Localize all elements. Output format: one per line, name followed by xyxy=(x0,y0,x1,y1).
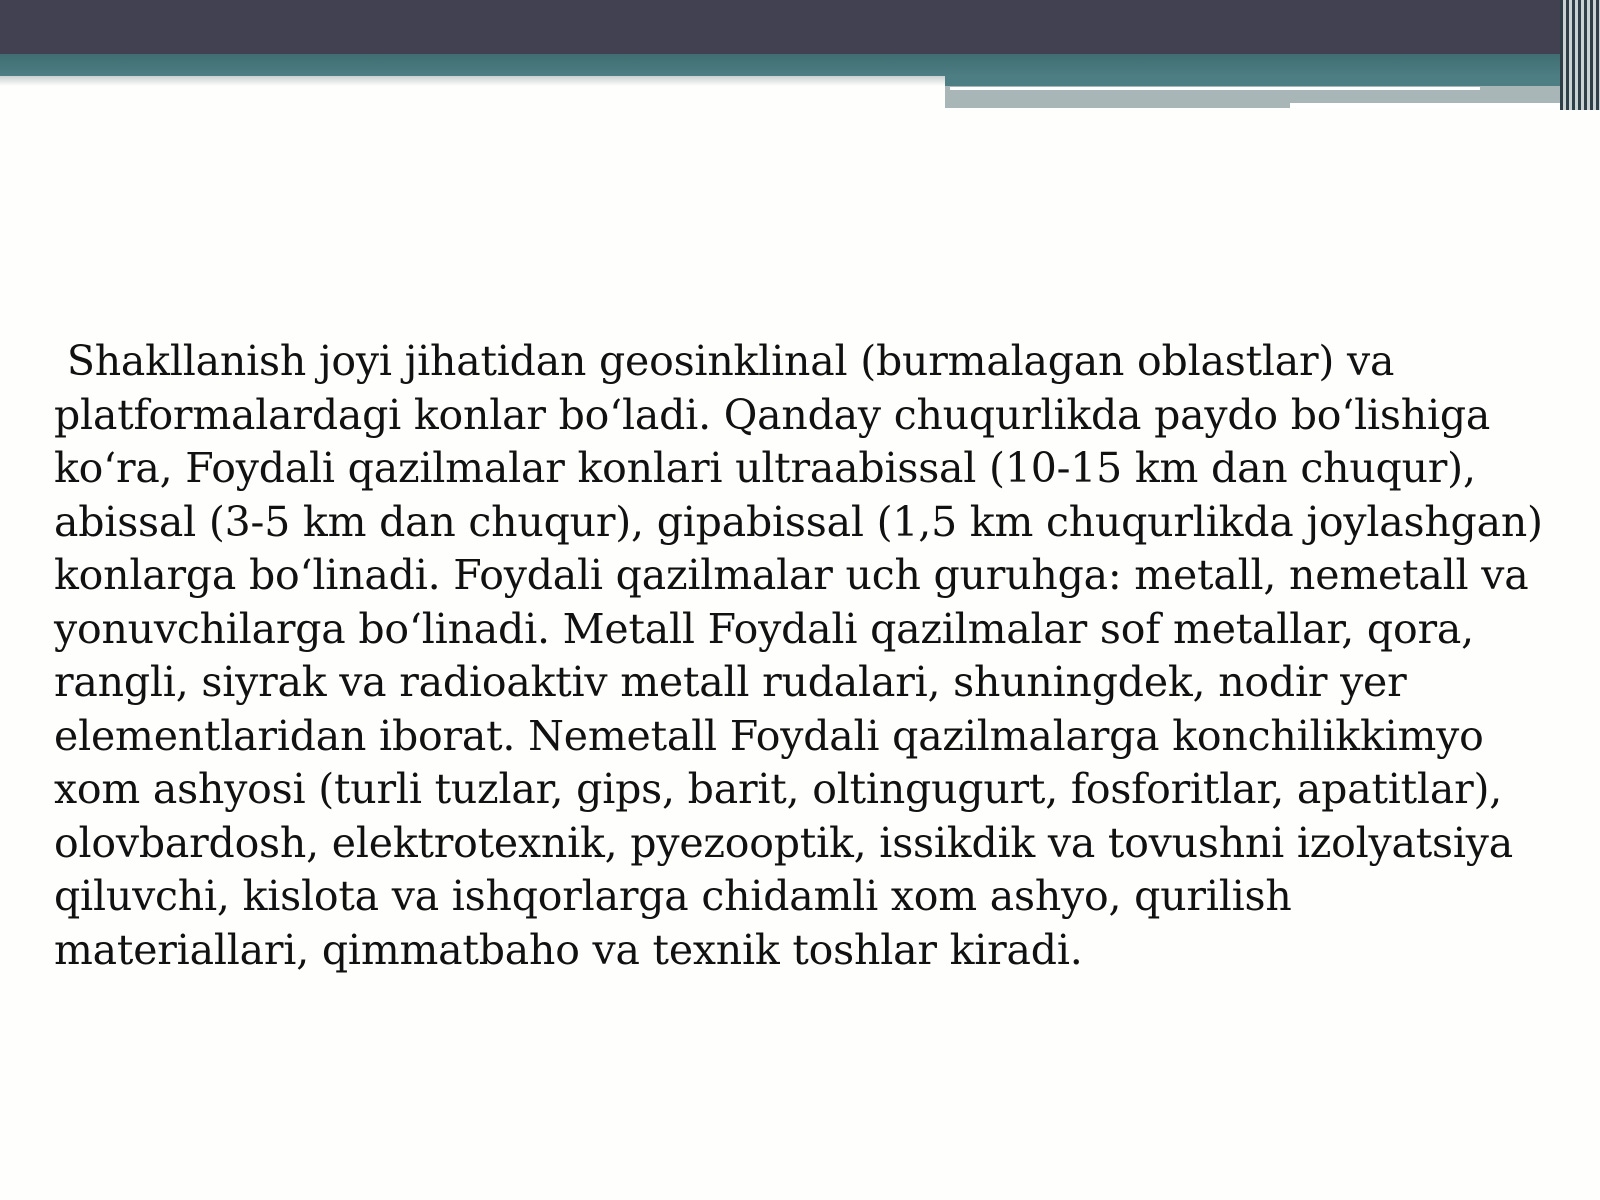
header-accent-line-short xyxy=(1290,103,1570,108)
right-edge-stripes xyxy=(1560,0,1600,110)
header-dark-band xyxy=(0,0,1600,54)
header-shadow xyxy=(0,76,945,86)
header-accent-line xyxy=(950,87,1480,90)
header-teal-step xyxy=(945,76,1570,86)
slide-body-text: Shakllanish joyi jihatidan geosinklinal (burmalagan oblastlar) va platformalardagi konlar bo‘ladi. Qanday chuqurlikda paydo bo‘lishiga ko‘ra, Foydali qazilmalar konlari ultraabissal (10-15 km dan chuqur), abissal (3-5 km dan chuqur), gipabissal (1,5 km chuqurlikda joylashgan) konlarga bo‘linadi. Foydali qazilmalar uch guruhga: metall, nemetall va yonuvchilarga bo‘linadi. Metall Foydali qazilmalar sof metallar, qora, rangli, siyrak va radioaktiv metall rudalari, shuningdek, nodir yer elementlaridan iborat. Nemetall Foydali qazilmalarga konchilikkimyo xom ashyosi (turli tuzlar, gips, barit, oltingugurt, fosforitlar, apatitlar), olovbardosh, elektrotexnik, pyezooptik, issikdik va tovushni izolyatsiya qiluvchi, kislota va ishqorlarga chidamli xom ashyo, qurilish materiallari, qimmatbaho va texnik toshlar kiradi. xyxy=(54,337,1556,974)
header-teal-band xyxy=(0,54,1560,76)
